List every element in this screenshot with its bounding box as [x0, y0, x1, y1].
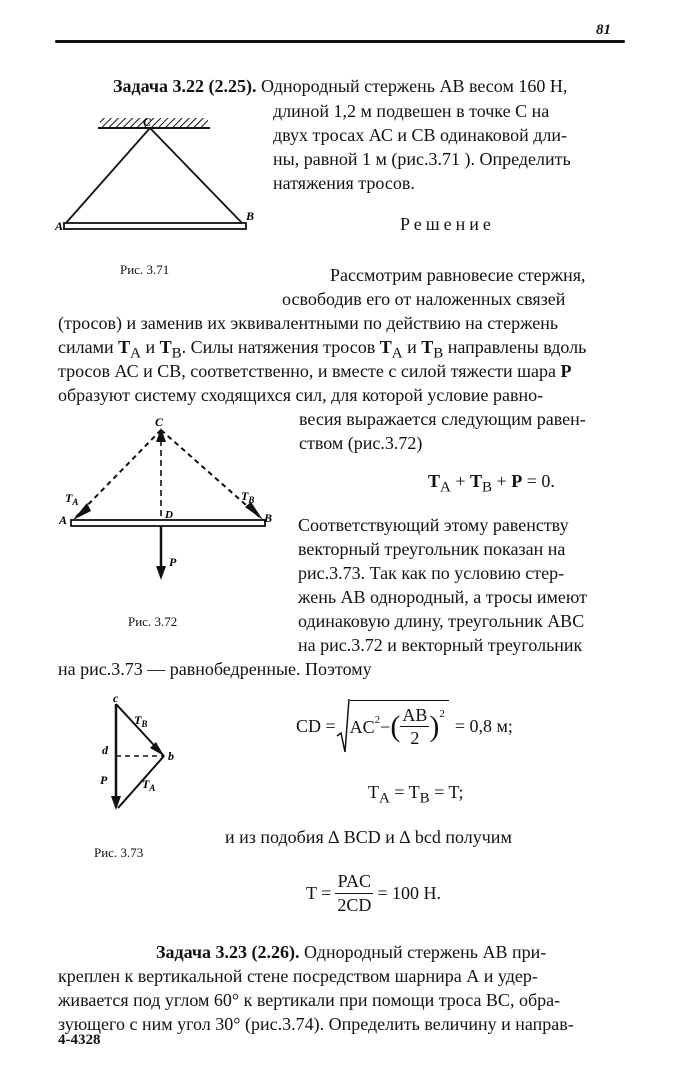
problem-322-line: длиной 1,2 м подвешен в точке С на: [273, 101, 550, 121]
label-a: A: [59, 513, 68, 527]
para2-line: рис.3.73. Так как по условию стер-: [298, 563, 565, 583]
arrow-p: [111, 796, 121, 810]
label-tb: $T_B$: [241, 489, 255, 505]
cable-cb: [150, 128, 242, 223]
para1-line-7: весия выражается следующим равен-: [299, 409, 586, 429]
label-c: C: [143, 115, 152, 129]
rod-ab: [64, 223, 246, 229]
problem-322-line: натяжения тросов.: [273, 173, 415, 193]
cable-ac: [66, 128, 150, 223]
arrow-up-c: [156, 428, 166, 442]
para2-line: векторный треугольник показан на: [298, 539, 566, 559]
page-number: 81: [596, 22, 611, 38]
figure-3-71-caption: Рис. 3.71: [120, 262, 170, 277]
para2-line: одинаковую длину, треугольник АВС: [298, 611, 585, 631]
figure-3-72: [55, 412, 285, 592]
problem-322-line: двух тросах АС и СВ одинаковой дли-: [273, 125, 568, 145]
label-b: B: [264, 511, 273, 525]
equation-cd: CD = AC $^2$ − ( $\frac{AB}{2}$ ) $^2$ = 0,8 м;: [296, 696, 513, 756]
similarity-line: и из подобия ∆ BCD и ∆ bcd получим: [225, 827, 512, 847]
label-ta: $T_A$: [65, 491, 79, 507]
label-ta: $T_A$: [142, 777, 156, 793]
label-a: A: [55, 219, 64, 233]
para1-line-8: ством (рис.3.72): [299, 433, 423, 453]
ceiling-hatch: [100, 118, 208, 128]
para1-line-3: (тросов) и заменив их эквивалентными по действию на стержень: [58, 313, 559, 333]
problem-322-line: ны, равной 1 м (рис.3.71 ). Определить: [273, 149, 571, 169]
problem-323-line-2: креплен к вертикальной стене посредством шарнира А и удер-: [58, 966, 538, 986]
header-rule: [55, 40, 625, 43]
para1-line-4: силами $T_A$ и $T_B$. Силы натяжения тросов $T_A$ и $T_B$ направлены вдоль: [58, 337, 587, 362]
equation-t-equal: $T_A = T_B = T$;: [368, 782, 464, 807]
figure-3-72-caption: Рис. 3.72: [128, 614, 178, 629]
label-tb: $T_B$: [134, 713, 148, 729]
label-c: c: [113, 691, 119, 705]
label-d: d: [102, 743, 108, 757]
para2-line: на рис.3.72 и векторный треугольник: [298, 635, 583, 655]
equation-t-value: T = $\frac{\text{PAC}}{2CD}$ = 100 Н.: [306, 871, 441, 915]
label-p: P: [169, 555, 177, 569]
para2-last-line: на рис.3.73 — равнобедренные. Поэтому: [58, 659, 372, 679]
label-p: P: [100, 773, 108, 787]
para1-line-6: образуют систему сходящихся сил, для которой условие равно-: [58, 385, 544, 405]
vector-ta: [118, 756, 164, 808]
equation-sum-forces: $T_A + T_B + P = 0$.: [428, 471, 555, 496]
problem-322-text: Однородный стержень АВ весом 160 Н,: [261, 76, 568, 96]
sqrt-sign: [336, 698, 350, 754]
problem-323-line-4: зующего с ним угол 30° (рис.3.74). Определить величину и направ-: [58, 1014, 574, 1034]
para2-line: Соответствующий этому равенству: [298, 515, 569, 535]
problem-322-title: Задача 3.22 (2.25).: [113, 76, 257, 96]
problem-323-line-1: Задача 3.23 (2.26). Однородный стержень АВ при-: [156, 942, 547, 962]
para1-line-2: освободив его от наложенных связей: [282, 289, 566, 309]
para1-line-1: Рассмотрим равновесие стержня,: [330, 265, 586, 285]
para1-line-5: тросов АС и СВ, соответственно, и вместе с силой тяжести шара P: [58, 361, 572, 381]
problem-323-line-3: живается под углом 60° к вертикали при помощи троса ВС, обра-: [58, 990, 561, 1010]
para2-line: жень АВ однородный, а тросы имеют: [298, 587, 588, 607]
label-d: D: [165, 509, 173, 521]
label-c: C: [155, 415, 164, 429]
problem-323-title: Задача 3.23 (2.26).: [156, 942, 300, 962]
solution-heading: Решение: [400, 214, 495, 234]
problem-322-line-1: [113, 75, 567, 98]
label-b: b: [168, 749, 174, 763]
figure-3-73: [80, 690, 190, 820]
figure-3-73-caption: Рис. 3.73: [94, 845, 144, 860]
printer-signature: 4-4328: [58, 1032, 101, 1048]
figure-3-71: [50, 108, 280, 248]
label-b: B: [246, 209, 255, 223]
arrow-p: [156, 566, 166, 580]
